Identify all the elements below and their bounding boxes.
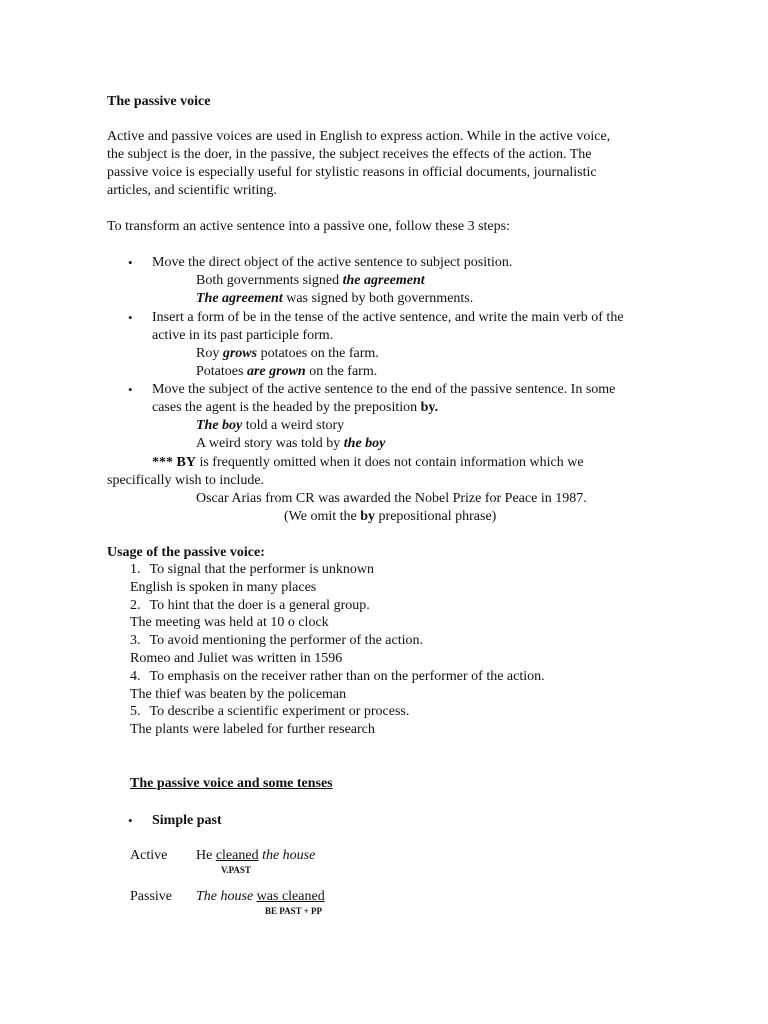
intro-line-1: Active and passive voices are used in English to express action. While in the active voice, [107, 129, 611, 144]
note-omit-text: prepositional phrase) [375, 509, 497, 524]
example-text: Potatoes [196, 364, 247, 379]
active-subject: He [196, 848, 216, 863]
usage-example: The meeting was held at 10 o clock [130, 615, 329, 630]
simple-past-label: Simple past [152, 813, 222, 828]
step-3-line-2 [152, 399, 438, 417]
passive-label: Passive [130, 889, 172, 904]
usage-example: English is spoken in many places [130, 580, 317, 595]
active-object: the house [258, 848, 316, 863]
example-emphasis: grows [222, 346, 258, 361]
intro-line-3: passive voice is especially useful for stylistic reasons in official documents, journalistic [107, 165, 597, 180]
usage-item-text: To avoid mentioning the performer of the action. [149, 633, 423, 648]
note-omit-text: (We omit the [284, 509, 361, 524]
example-text: told a weird story [242, 418, 345, 433]
usage-item-text: To signal that the performer is unknown [149, 562, 375, 577]
usage-item [130, 632, 423, 650]
usage-item-text: To describe a scientific experiment or process. [149, 704, 410, 719]
example-emphasis: The boy [196, 418, 243, 433]
example-text: A weird story was told by [196, 436, 344, 451]
passive-example [196, 888, 325, 906]
usage-item-text: To emphasis on the receiver rather than on the performer of the action. [149, 669, 545, 684]
usage-example: The plants were labeled for further research [130, 722, 375, 737]
steps-intro: To transform an active sentence into a passive one, follow these 3 steps: [107, 219, 510, 234]
page-title: The passive voice [107, 94, 211, 109]
step-1-example-passive [196, 290, 473, 308]
step-3-emphasis: by. [420, 400, 439, 415]
passive-verb-note: BE PAST + PP [265, 906, 323, 916]
example-emphasis: the boy [343, 436, 386, 451]
usage-item-number: 3. [130, 633, 141, 648]
example-text: on the farm. [305, 364, 378, 379]
note-line-1 [152, 454, 584, 472]
bullet-icon: • [128, 255, 133, 270]
active-example [196, 847, 315, 865]
step-2-line-2: active in its past participle form. [152, 328, 334, 343]
bullet-icon: • [128, 310, 133, 325]
note-prefix: *** [152, 455, 177, 470]
active-verb-note: V.PAST [221, 865, 251, 875]
usage-item-number: 2. [130, 598, 141, 613]
step-2-example-passive [196, 363, 377, 381]
example-text: was signed by both governments. [282, 291, 474, 306]
usage-item-number: 1. [130, 562, 141, 577]
usage-item [130, 703, 409, 721]
active-label: Active [130, 848, 168, 863]
step-3-text: cases the agent is the headed by the preposition [152, 400, 421, 415]
step-2-example-active [196, 345, 379, 363]
bullet-icon: • [128, 382, 133, 397]
note-text: is frequently omitted when it does not contain information which we [195, 455, 584, 470]
usage-item [130, 561, 374, 579]
example-emphasis: The agreement [196, 291, 283, 306]
example-text: potatoes on the farm. [257, 346, 379, 361]
usage-item-number: 4. [130, 669, 141, 684]
note-line-2: specifically wish to include. [107, 473, 265, 488]
usage-heading: Usage of the passive voice: [107, 545, 265, 560]
example-emphasis: the agreement [342, 273, 425, 288]
usage-item-text: To hint that the doer is a general group. [149, 598, 370, 613]
example-emphasis: are grown [246, 364, 306, 379]
note-omit-emphasis: by [360, 509, 376, 524]
note-omit [284, 508, 496, 526]
example-text: Both governments signed [196, 273, 343, 288]
usage-item [130, 597, 370, 615]
step-3-example-passive [196, 435, 385, 453]
usage-example: Romeo and Juliet was written in 1596 [130, 651, 343, 666]
note-emphasis: BY [176, 455, 196, 470]
intro-line-4: articles, and scientific writing. [107, 183, 277, 198]
example-text: Roy [196, 346, 223, 361]
step-1-text: Move the direct object of the active sentence to subject position. [152, 255, 513, 270]
step-2-line-1: Insert a form of be in the tense of the active sentence, and write the main verb of the [152, 310, 624, 325]
passive-subject: The house [196, 889, 254, 904]
step-3-line-1: Move the subject of the active sentence to the end of the passive sentence. In some [152, 382, 616, 397]
note-example: Oscar Arias from CR was awarded the Nobel Prize for Peace in 1987. [196, 491, 587, 506]
active-verb: cleaned [215, 848, 259, 863]
passive-verb: was cleaned [256, 889, 325, 904]
intro-line-2: the subject is the doer, in the passive, the subject receives the effects of the action. The [107, 147, 592, 162]
bullet-icon: • [128, 813, 133, 828]
usage-item [130, 668, 545, 686]
usage-item-number: 5. [130, 704, 141, 719]
step-1-example-active [196, 272, 425, 290]
step-3-example-active [196, 417, 344, 435]
tenses-heading: The passive voice and some tenses [130, 776, 333, 791]
usage-example: The thief was beaten by the policeman [130, 687, 347, 702]
